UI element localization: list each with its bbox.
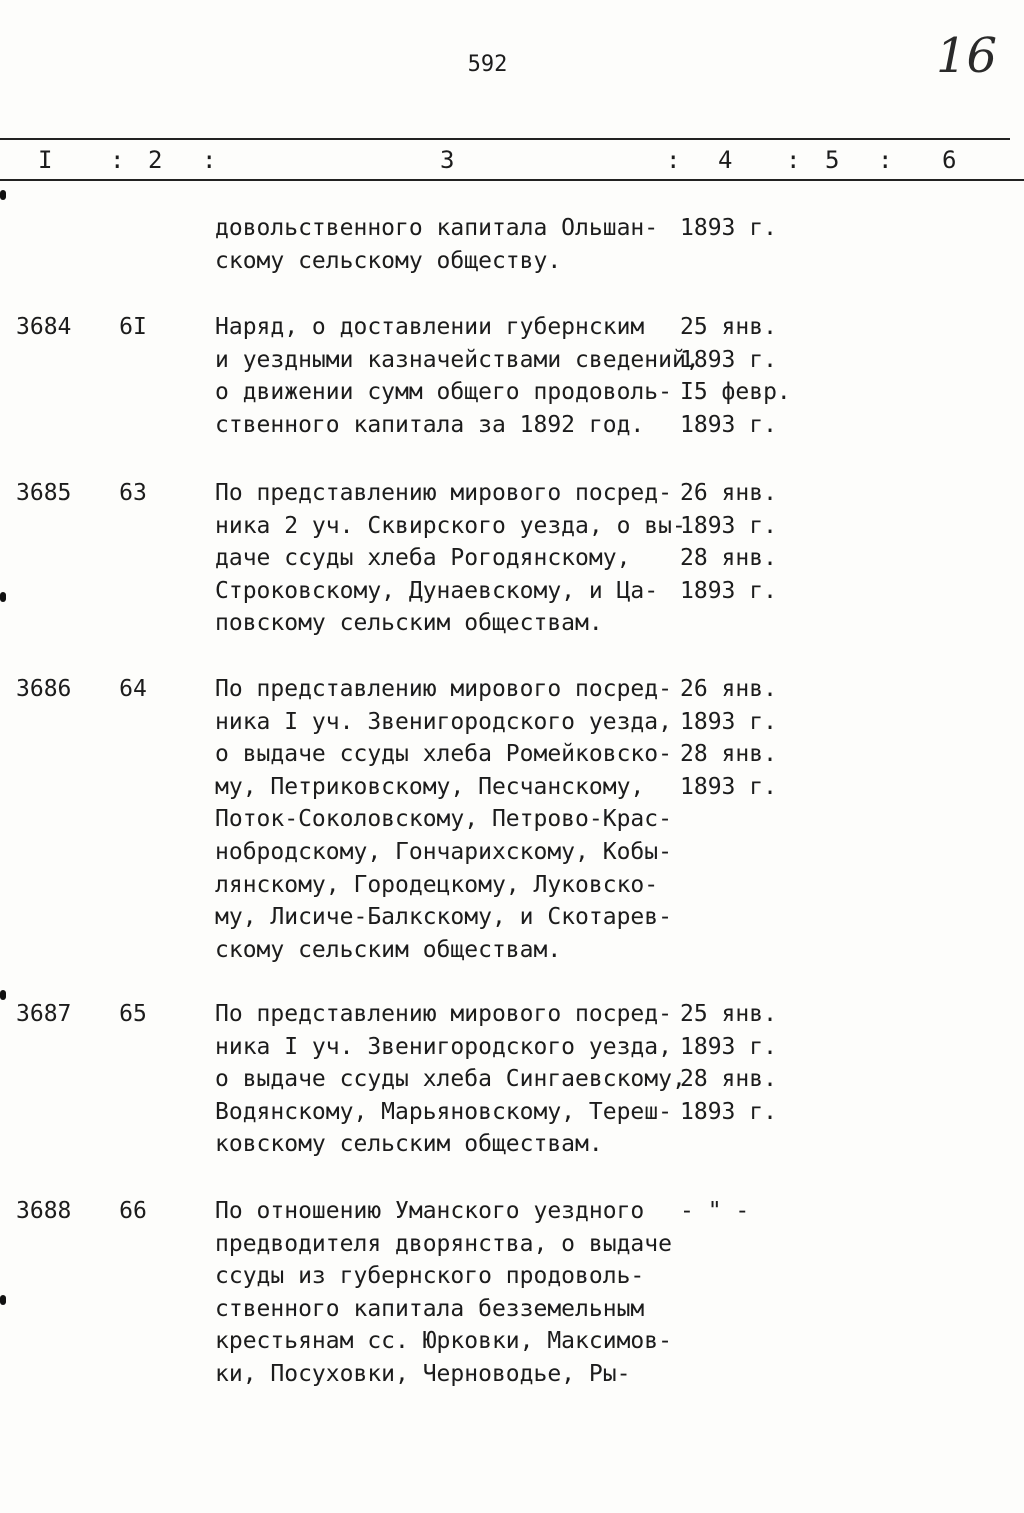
entry-title-line: По представлению мирового посред-: [215, 480, 672, 506]
entry-title-line: скому сельским обществам.: [215, 936, 562, 963]
scan-edge-mark: [0, 592, 6, 602]
entry-title: [215, 1195, 672, 1391]
header-sep: :: [202, 146, 217, 174]
header-sep: :: [878, 146, 893, 174]
entry-title-line: предводителя дворянства, о выдаче: [215, 1230, 672, 1257]
entry-sheet: 66: [119, 1198, 147, 1224]
table-header: [0, 146, 1024, 176]
entry-title-line: повскому сельским обществам.: [215, 610, 603, 637]
entry-sheet: 65: [119, 1001, 147, 1027]
entry-title: [215, 998, 686, 1161]
entry-sheet: 63: [119, 480, 147, 506]
entry-title-line: и уездными казначействами сведений,: [215, 346, 700, 373]
entry-title-line: ковскому сельским обществам.: [215, 1131, 603, 1158]
header-col-5: 5: [825, 146, 840, 174]
entry-title-line: о выдаче ссуды хлеба Сингаевскому,: [215, 1066, 686, 1093]
scan-edge-mark: [0, 1295, 6, 1305]
entry-title-line: Строковскому, Дунаевскому, и Ца-: [215, 577, 659, 604]
entry-title-line: лянскому, Городецкому, Луковско-: [215, 871, 659, 898]
entry-date-line: 1893 г.: [680, 411, 777, 438]
entry-title-line: му, Петриковскому, Песчанскому,: [215, 773, 645, 800]
header-sep: :: [786, 146, 801, 174]
entry-number: 3688: [16, 1198, 72, 1224]
entry-date-line: 1893 г.: [680, 773, 777, 800]
entry-sheet: 6I: [119, 314, 147, 340]
header-col-6: 6: [942, 146, 957, 174]
entry-dates: [680, 1195, 749, 1228]
header-sep: :: [666, 146, 681, 174]
entry-title-line: ственного капитала за 1892 год.: [215, 411, 645, 438]
entry-date-line: 28 янв.: [680, 545, 777, 572]
entry-title-line: нобродскому, Гончарихскому, Кобы-: [215, 838, 672, 865]
entry-dates: [680, 212, 777, 245]
header-bottom-rule: [0, 179, 1024, 181]
entry-date-line: 26 янв.: [680, 480, 777, 506]
entry-date-line: 1893 г.: [680, 1098, 777, 1125]
header-sep: :: [110, 146, 125, 174]
header-col-1: I: [38, 146, 53, 174]
entry-title-line: даче ссуды хлеба Рогодянскому,: [215, 545, 631, 572]
entry-date-line: I5 февр.: [680, 379, 791, 406]
entry-date-line: 26 янв.: [680, 676, 777, 702]
entry-title-line: Наряд, о доставлении губернским: [215, 314, 645, 340]
entry-title-line: По отношению Уманского уездного: [215, 1198, 645, 1224]
entry-title: [215, 212, 658, 277]
entry-dates: [680, 998, 777, 1128]
page-number: 592: [467, 52, 508, 77]
entry-title-line: ника 2 уч. Сквирского уезда, о вы-: [215, 512, 686, 539]
entry-number: 3684: [16, 314, 72, 340]
entry-date-line: 25 янв.: [680, 314, 777, 340]
header-col-2: 2: [148, 146, 163, 174]
header-col-4: 4: [718, 146, 733, 174]
entry-title-line: ки, Посуховки, Черноводье, Ры-: [215, 1360, 631, 1387]
entry-title-line: скому сельскому обществу.: [215, 247, 562, 274]
entry-date-line: 28 янв.: [680, 1066, 777, 1093]
header-col-3: 3: [440, 146, 455, 174]
entry-number: 3685: [16, 480, 72, 506]
entry-title-line: ника I уч. Звенигородского уезда,: [215, 1033, 672, 1060]
entry-title-line: Водянскому, Марьяновскому, Тереш-: [215, 1098, 672, 1125]
entry-date-line: 1893 г.: [680, 1033, 777, 1060]
scan-edge-mark: [0, 990, 6, 1000]
header-top-rule: [0, 138, 1010, 140]
entry-sheet: 64: [119, 676, 147, 702]
entry-title-line: Поток-Соколовскому, Петрово-Крас-: [215, 806, 672, 833]
entry-date-line: 1893 г.: [680, 512, 777, 539]
entry-title-line: му, Лисиче-Балкскому, и Скотарев-: [215, 904, 672, 931]
entry-title: [215, 311, 700, 441]
entry-title: [215, 477, 686, 640]
entry-title-line: ственного капитала безземельным: [215, 1295, 645, 1322]
entry-date-line: 25 янв.: [680, 1001, 777, 1027]
entry-title-line: ссуды из губернского продоволь-: [215, 1263, 645, 1290]
entry-dates: [680, 311, 791, 441]
entry-date-line: 1893 г.: [680, 346, 777, 373]
entry-date-line: - " -: [680, 1198, 750, 1224]
entry-number: 3686: [16, 676, 72, 702]
entry-date-line: 1893 г.: [680, 577, 777, 604]
scan-edge-mark: [0, 190, 6, 200]
entry-dates: [680, 477, 777, 607]
entry-number: 3687: [16, 1001, 72, 1027]
entry-dates: [680, 673, 777, 803]
entry-title-line: По представлению мирового посред-: [215, 1001, 672, 1027]
entry-title-line: крестьянам сс. Юрковки, Максимов-: [215, 1328, 672, 1355]
entry-date-line: 28 янв.: [680, 741, 777, 768]
entry-title-line: о движении сумм общего продоволь-: [215, 379, 672, 406]
entry-title-line: ника I уч. Звенигородского уезда,: [215, 708, 672, 735]
entry-title: [215, 673, 672, 966]
entry-date-line: 1893 г.: [680, 708, 777, 735]
entry-title-line: По представлению мирового посред-: [215, 676, 672, 702]
entry-title-line: довольственного капитала Ольшан-: [215, 215, 659, 241]
entry-title-line: о выдаче ссуды хлеба Ромейковско-: [215, 741, 672, 768]
folio-number: 16: [936, 28, 998, 84]
entry-date-line: 1893 г.: [680, 215, 777, 241]
